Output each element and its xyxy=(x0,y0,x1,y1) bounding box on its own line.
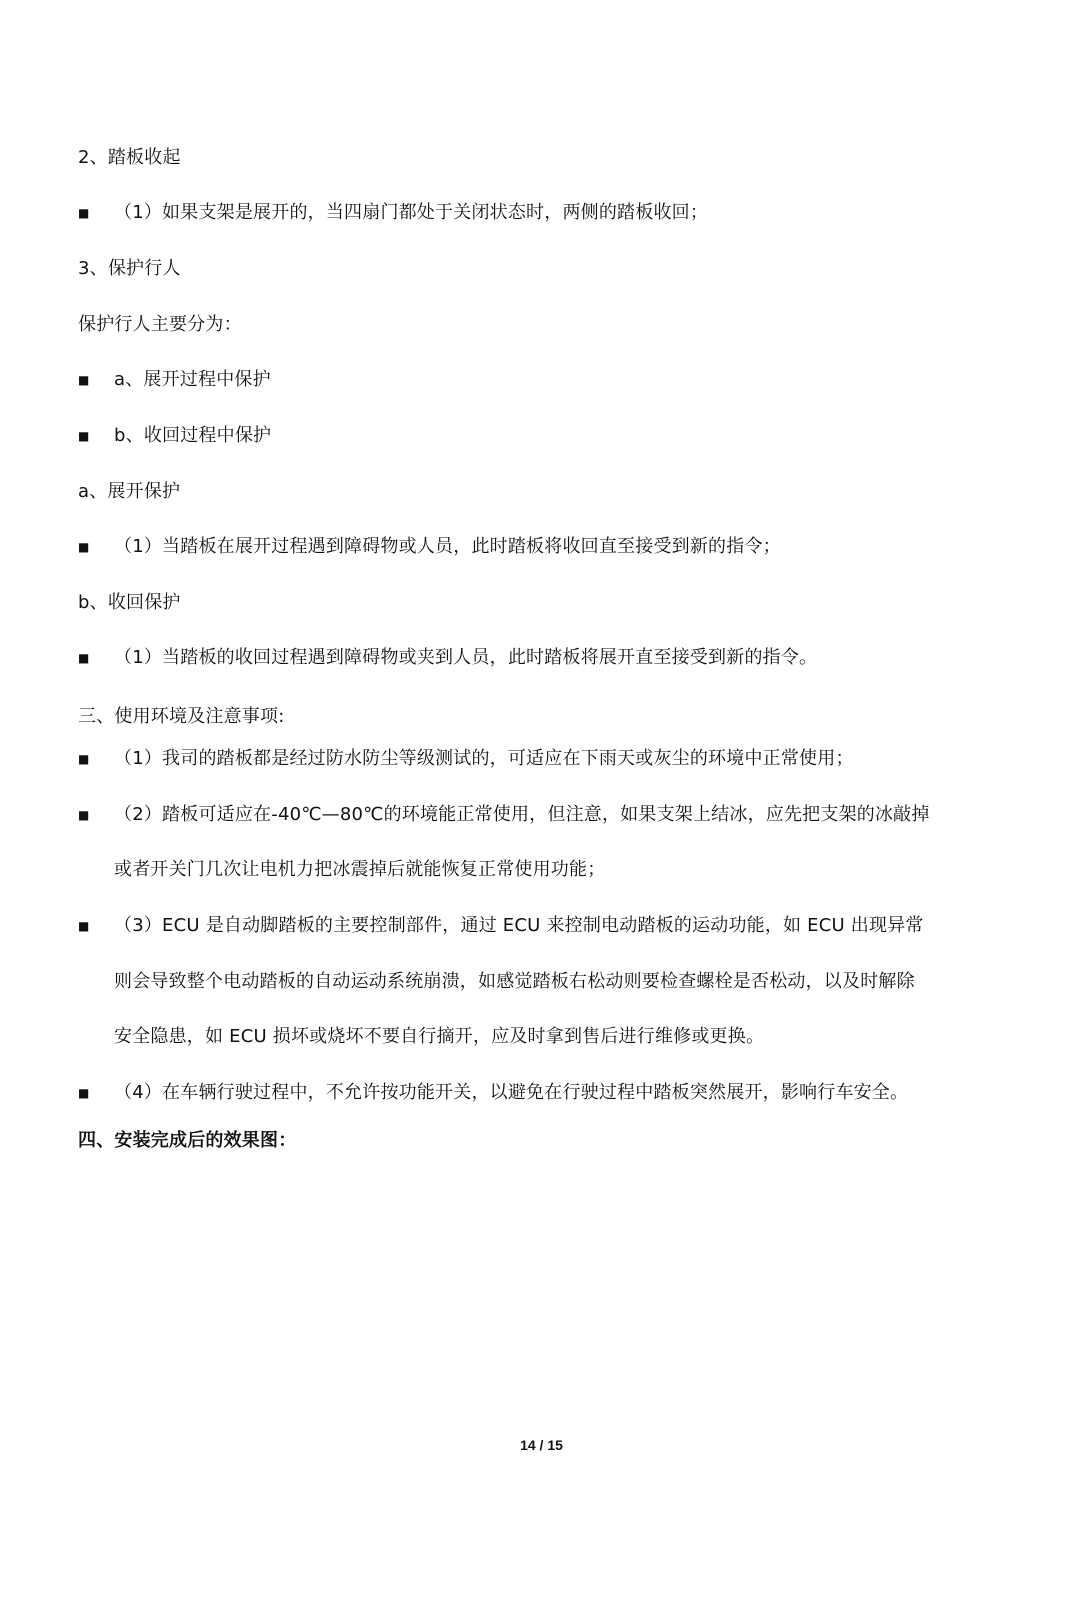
bullet-icon: ■ xyxy=(78,429,90,443)
section-heading-three: 三、使用环境及注意事项: xyxy=(78,706,285,727)
bullet-icon: ■ xyxy=(78,651,90,665)
list-item-continuation: 或者开关门几次让电机力把冰震掉后就能恢复正常使用功能； xyxy=(114,859,606,880)
bullet-icon: ■ xyxy=(78,752,90,766)
bullet-icon: ■ xyxy=(78,373,90,387)
list-item-text: （3）ECU 是自动脚踏板的主要控制部件，通过 ECU 来控制电动踏板的运动功能，如 ECU 出现异常 xyxy=(114,915,924,936)
bullet-icon: ■ xyxy=(78,1086,90,1100)
bullet-icon: ■ xyxy=(78,540,90,554)
section-heading-2: 2、踏板收起 xyxy=(78,147,181,168)
list-item-continuation: 则会导致整个电动踏板的自动运动系统崩溃，如感觉踏板右松动则要检查螺栓是否松动，以及时解除 xyxy=(114,971,915,992)
list-item-text: （1）如果支架是展开的，当四扇门都处于关闭状态时，两侧的踏板收回； xyxy=(114,202,709,223)
list-item-text: （2）踏板可适应在-40℃—80℃的环境能正常使用，但注意，如果支架上结冰，应先把支架的冰敲掉 xyxy=(114,804,930,825)
subheading-b: b、收回保护 xyxy=(78,592,181,613)
subheading-a: a、展开保护 xyxy=(78,481,181,502)
bullet-icon: ■ xyxy=(78,808,90,822)
section-heading-four: 四、安装完成后的效果图： xyxy=(78,1130,297,1151)
list-item-continuation: 安全隐患，如 ECU 损坏或烧坏不要自行摘开，应及时拿到售后进行维修或更换。 xyxy=(114,1026,765,1047)
list-item-text: （1）当踏板在展开过程遇到障碍物或人员，此时踏板将收回直至接受到新的指令； xyxy=(114,536,781,557)
bullet-icon: ■ xyxy=(78,919,90,933)
list-item-text: b、收回过程中保护 xyxy=(114,425,272,446)
list-item-text: （1）当踏板的收回过程遇到障碍物或夹到人员，此时踏板将展开直至接受到新的指令。 xyxy=(114,647,818,668)
page-number: 14 / 15 xyxy=(520,1437,563,1453)
section-heading-3: 3、保护行人 xyxy=(78,258,181,279)
list-item-text: a、展开过程中保护 xyxy=(114,369,271,390)
bullet-icon: ■ xyxy=(78,206,90,220)
paragraph: 保护行人主要分为： xyxy=(78,314,242,335)
list-item-text: （1）我司的踏板都是经过防水防尘等级测试的，可适应在下雨天或灰尘的环境中正常使用； xyxy=(114,748,854,769)
list-item-text: （4）在车辆行驶过程中，不允许按功能开关，以避免在行驶过程中踏板突然展开，影响行车安全。 xyxy=(114,1082,909,1103)
